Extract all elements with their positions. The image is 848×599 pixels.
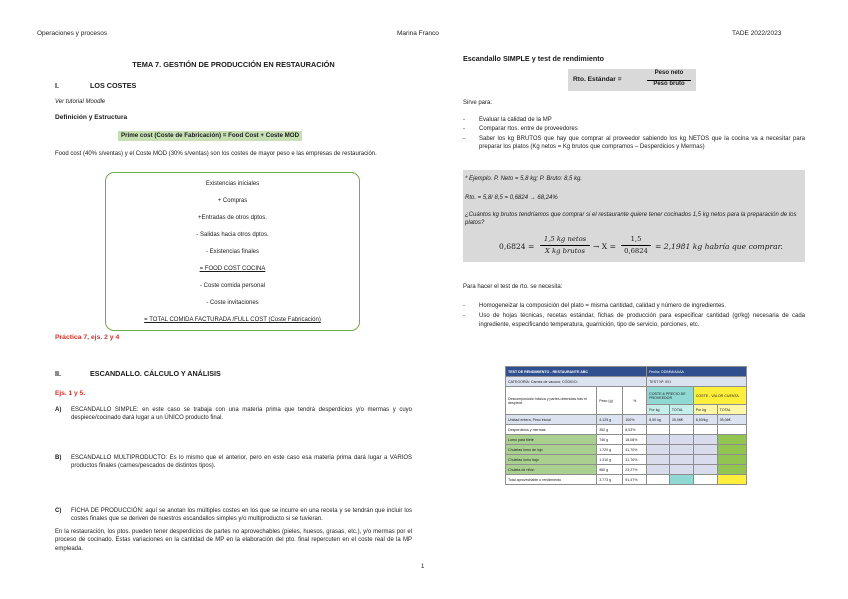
header-center: Marina Franco xyxy=(397,30,439,37)
example-question: ¿Cuántos kg brutos tendríamos que comprar si el restaurante quiere tener cocinados 1,5 kg netos para la preparación de los platos? xyxy=(465,212,797,227)
item-text-b: ESCANDALLO MULTIPRODUCTO: Es lo mismo que el anterior, pero en este caso esa materia prima dará lugar a VARIOS productos finales (carnes/pescados de distintos tipos). xyxy=(71,454,412,470)
row-label: Chuletas lomo bajo xyxy=(506,455,597,465)
box-line-invitaciones: - Coste invitaciones xyxy=(206,300,259,306)
test-intro: Para hacer el test de rto. se necesita: xyxy=(463,284,563,290)
bullet-mark: - xyxy=(463,135,465,142)
row-peso: 960 g xyxy=(597,465,623,475)
cost-structure-box xyxy=(105,172,360,331)
calc-lhs: 0,6824 = xyxy=(499,242,535,251)
page-title: TEMA 7. GESTIÓN DE PRODUCCIÓN EN RESTAURACIÓN xyxy=(132,60,335,69)
table-sub-por-kg: Por kg xyxy=(693,405,717,415)
row-label: Unidad entera, Peso inicial xyxy=(506,415,597,425)
section-1-number: I. xyxy=(55,81,59,90)
row-cost-kg: 8,50 kg xyxy=(647,415,670,425)
row-peso: 1.720 g xyxy=(597,445,623,455)
table-row xyxy=(506,425,747,435)
bullet-text: Saber los kg BRUTOS que hay que comprar al proveedor sabiendo los kg NETOS que la cocina va a necesitar para preparar los platos (Kg netos = Kg brutos que compramos – Desperdicios y Mermas) xyxy=(479,135,805,151)
ficha-produccion-item xyxy=(55,507,412,524)
table-header-desc: Descomposición básica y partes obtenidas tras el despiece xyxy=(506,387,597,415)
row-pct: 41,70% xyxy=(623,445,647,455)
header-right: TADE 2022/2023 xyxy=(732,30,782,37)
bullet-mark: - xyxy=(463,313,465,320)
section-1-title: LOS COSTES xyxy=(90,81,137,90)
row-label: Lomo para filete xyxy=(506,435,597,445)
table-header-coste: COSTE & PRECIO DE PROVEEDOR xyxy=(647,387,694,405)
calc-fraction-bar-1 xyxy=(540,245,590,246)
formula-numerator: Peso neto xyxy=(654,70,684,76)
row-pct: 31,76% xyxy=(623,455,647,465)
table-header-pct: % xyxy=(623,387,647,415)
box-line-existencias-finales: - Existencias finales xyxy=(205,249,260,255)
row-label: Total aprovechable o rendimiento xyxy=(506,475,597,485)
bullet-item xyxy=(463,312,805,329)
test-rendimiento-table xyxy=(505,366,747,510)
table-row xyxy=(506,455,747,465)
table-date: Fecha: DD/MM/AAAA xyxy=(647,367,747,377)
table-row xyxy=(506,415,747,425)
bullet-text: Uso de hojas técnicas, recetas estándar, fichas de producción para especificar cantidad (gr/kg) necesaria de cada ingrediente, especificando temperatura, guarnición, tipo de servicio, porciones, etc. xyxy=(479,313,805,328)
sirve-para-list xyxy=(463,116,805,152)
bullet-text: Comparar rtos. entre de proveedores xyxy=(479,126,578,133)
table-category: CATEGORÍA: Carnes de vacuno; CÓDIGO: xyxy=(506,377,647,387)
bullet-mark: - xyxy=(463,126,465,133)
bullet-mark: - xyxy=(463,117,465,123)
table-test-number: TEST Nº: 001 xyxy=(647,377,747,387)
page-number: 1 xyxy=(421,564,425,570)
item-marker-c: C) xyxy=(55,507,62,514)
formula-denominator: Peso bruto xyxy=(653,81,685,87)
row-label: Desperdicios y mermas xyxy=(506,425,597,435)
calc-denominator-2: 0,6824 xyxy=(624,247,648,255)
section-2-title: ESCANDALLO. CÁLCULO Y ANÁLISIS xyxy=(90,369,221,378)
calc-numerator-2: 1,5 xyxy=(630,235,642,243)
item-marker-b: B) xyxy=(55,454,62,461)
bullet-item xyxy=(463,125,805,133)
example-box xyxy=(463,170,805,262)
row-pct: 8,53% xyxy=(623,425,647,435)
box-line-total: = TOTAL COMIDA FACTURADA /FULL COST (Coste Fabricación) xyxy=(144,317,321,323)
row-peso: 746 g xyxy=(597,435,623,445)
test-requirements-list xyxy=(463,302,805,329)
row-label: Chuleta de riñón xyxy=(506,465,597,475)
item-marker-a: A) xyxy=(55,407,62,413)
table-row xyxy=(506,465,747,475)
escandallo-simple-item xyxy=(55,406,412,423)
table-title: TEST DE RENDIMIENTO - RESTAURANTE ABC xyxy=(506,367,647,377)
table-sub-total: TOTAL xyxy=(717,405,746,415)
item-text-a: ESCANDALLO SIMPLE: en este caso se trabaja con una materia prima que tendrá desperdicios y/o mermas y cuyo despiece/cocinado dará lugar a un ÚNICO producto final. xyxy=(71,407,412,422)
calc-denominator-1: X kg brutos xyxy=(545,247,585,255)
section-2-number: II. xyxy=(55,369,61,378)
box-line-entradas: +Entradas de otros dptos. xyxy=(198,215,267,221)
table-sub-total: TOTAL xyxy=(669,405,693,415)
header-left: Operaciones y procesos xyxy=(37,30,108,37)
row-pct: 18,08% xyxy=(623,435,647,445)
definition-heading: Definición y Estructura xyxy=(55,114,128,121)
escandallo-heading: Escandallo SIMPLE y test de rendimiento xyxy=(463,54,604,63)
row-value-total: 35,06€ xyxy=(717,415,746,425)
bullet-item xyxy=(463,135,805,152)
example-line-2: Rto. = 5,8/ 8,5 = 0,6824 → 68,24% xyxy=(465,195,558,201)
box-line-food-cost: = FOOD COST COCINA xyxy=(199,266,266,272)
bullet-item xyxy=(463,116,805,124)
example-line-1: * Ejemplo. P. Neto = 5,8 kg; P. Bruto: 8,5 kg. xyxy=(465,176,583,182)
table-row xyxy=(506,435,747,445)
prime-cost-formula: Prime cost (Coste de Fabricación) = Food Cost + Coste MOD xyxy=(118,131,302,141)
sirve-para: Sirve para: xyxy=(463,100,493,106)
box-line-existencias-iniciales: Existencias iniciales xyxy=(205,181,260,187)
bullet-item xyxy=(463,302,805,310)
row-peso: 352 g xyxy=(597,425,623,435)
formula-left: Rto. Estándar = xyxy=(573,76,622,83)
escandallo-multiproducto-item xyxy=(55,454,412,471)
item-text-c: FICHA DE PRODUCCIÓN: aquí se anotan los múltiples costes en los que se incurre en una receta y se tendrán que incluir los costes finales que se deriven de nuestros escandallos simples y/o multiproducto si se tuvieran. xyxy=(71,507,412,523)
row-cost-total: 35,06€ xyxy=(669,415,693,425)
calc-arrow: → X = xyxy=(593,242,616,251)
row-peso: 3.773 g xyxy=(597,475,623,485)
table-row xyxy=(506,445,747,455)
row-pct: 91,47% xyxy=(623,475,647,485)
row-peso: 1.310 g xyxy=(597,455,623,465)
moodle-note: Ver tutorial Moodle xyxy=(55,99,106,105)
practica-link: Práctica 7, ejs. 2 y 4 xyxy=(55,334,120,341)
final-paragraph: En la restauración, los ptos. pueden tener desperdicios de partes no aprovechables (pieles, huesos, grasas, etc.), y/o mermas por el proceso de cocinado. Estas variaciones en la cantidad de MP en la elaboración del pto. final repercuten en el coste real de la MP empleada. xyxy=(55,529,412,552)
box-line-salidas: - Salidas hacia otros dptos. xyxy=(196,232,269,238)
food-cost-paragraph: Food cost (40% s/ventas) y el Coste MOD (30% s/ventas) son los costes de mayor peso e las empresas de restauración. xyxy=(55,151,377,157)
box-line-compras: + Compras xyxy=(217,198,248,204)
row-label: Chuletas lomo de lujo xyxy=(506,445,597,455)
table-sub-por-kg: Por kg xyxy=(647,405,670,415)
calc-result: = 2,1981 kg habría que comprar. xyxy=(655,242,783,251)
rto-formula xyxy=(568,69,696,91)
table-header-valor: COSTE - VALOR CUENTA xyxy=(693,387,746,405)
row-pct: 23,27% xyxy=(623,465,647,475)
table-row xyxy=(506,475,747,485)
row-value-kg: 8,50/kg xyxy=(693,415,717,425)
exercises-ref: Ejs. 1 y 5. xyxy=(55,390,86,397)
bullet-text: Evaluar la calidad de la MP xyxy=(479,117,552,123)
bullet-mark: - xyxy=(463,303,465,309)
row-pct: 100% xyxy=(623,415,647,425)
bullet-text: Homogeneizar la composición del plato = misma cantidad, calidad y número de ingredientes. xyxy=(479,303,726,309)
calc-numerator-1: 1,5 kg netos xyxy=(543,235,587,243)
box-line-comida-personal: - Coste comida personal xyxy=(199,283,266,289)
table-header-peso: Peso (g) xyxy=(597,387,623,415)
calc-fraction-bar-2 xyxy=(621,245,651,246)
example-calculation xyxy=(499,234,799,258)
row-peso: 4.125 g xyxy=(597,415,623,425)
